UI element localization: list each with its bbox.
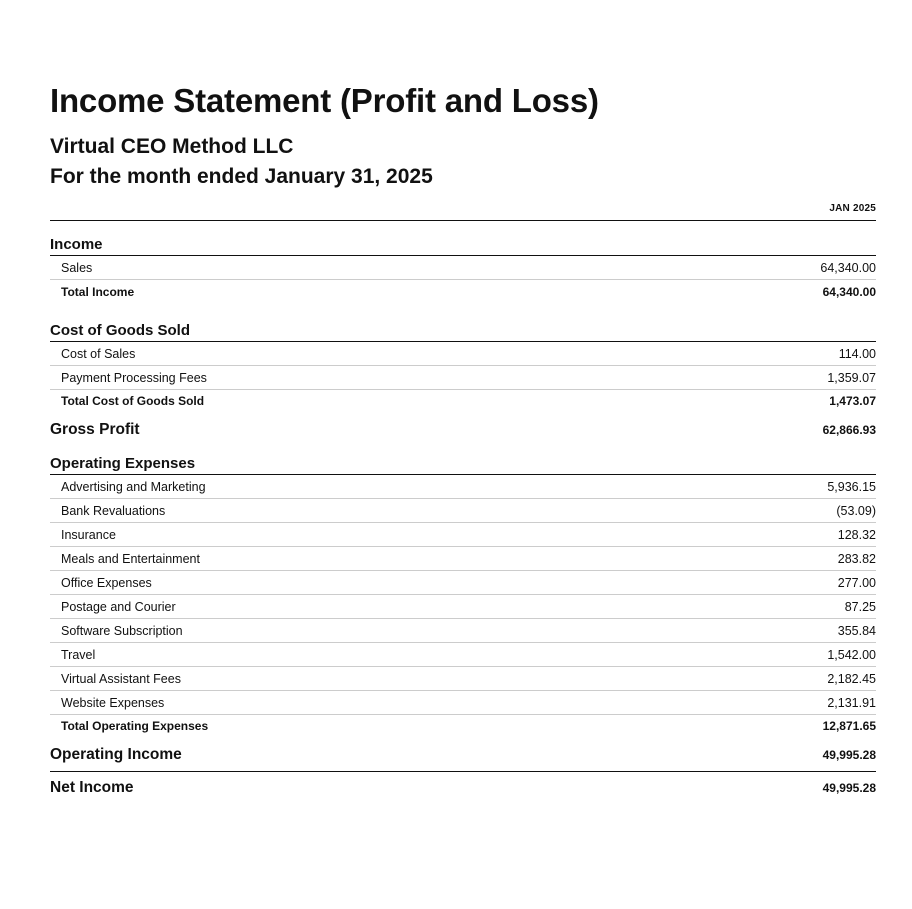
column-header-month: JAN 2025 [829, 203, 876, 214]
row-amount: 64,340.00 [820, 260, 876, 275]
row-label: Postage and Courier [61, 599, 176, 614]
net-income-amount: 49,995.28 [822, 781, 876, 795]
row-amount: 128.32 [837, 527, 876, 542]
gross-profit-amount: 62,866.93 [822, 423, 876, 437]
row-amount: 283.82 [837, 551, 876, 566]
row-label: Office Expenses [61, 575, 152, 590]
row-amount: (53.09) [836, 503, 876, 518]
table-row [50, 342, 876, 366]
net-income-label: Net Income [50, 779, 134, 796]
row-amount: 277.00 [837, 575, 876, 590]
row-label: Advertising and Marketing [61, 479, 206, 494]
row-label: Cost of Sales [61, 346, 136, 361]
row-amount: 1,542.00 [827, 647, 876, 662]
row-amount: 114.00 [838, 346, 876, 361]
net-income-row [50, 772, 876, 804]
row-label: Meals and Entertainment [61, 551, 200, 566]
table-row [50, 667, 876, 691]
table-row [50, 499, 876, 523]
operating-income-amount: 49,995.28 [822, 748, 876, 762]
table-row [50, 643, 876, 667]
income-statement-report [50, 80, 876, 804]
operating-income-label: Operating Income [50, 746, 182, 763]
total-cogs-row [50, 390, 876, 412]
row-label: Sales [61, 260, 93, 275]
table-row [50, 547, 876, 571]
table-row [50, 571, 876, 595]
table-row [50, 619, 876, 643]
section-title-opex: Operating Expenses [50, 454, 876, 475]
section-title-cogs: Cost of Goods Sold [50, 321, 876, 342]
total-label: Total Cost of Goods Sold [61, 394, 205, 408]
row-amount: 1,359.07 [827, 370, 876, 385]
row-label: Bank Revaluations [61, 503, 166, 518]
operating-income-row [50, 739, 876, 772]
table-row [50, 256, 876, 280]
total-label: Total Income [61, 284, 135, 299]
table-row [50, 595, 876, 619]
row-amount: 355.84 [837, 623, 876, 638]
row-amount: 2,182.45 [827, 671, 876, 686]
section-title-income: Income [50, 235, 876, 256]
row-label: Website Expenses [61, 695, 165, 710]
total-amount: 64,340.00 [822, 284, 876, 299]
row-amount: 2,131.91 [827, 695, 876, 710]
company-name: Virtual CEO Method LLC [50, 135, 294, 158]
total-amount: 1,473.07 [829, 394, 876, 408]
row-label: Insurance [61, 527, 116, 542]
row-label: Software Subscription [61, 623, 183, 638]
total-income-row [50, 280, 876, 303]
table-row [50, 691, 876, 715]
report-period: For the month ended January 31, 2025 [50, 165, 433, 188]
total-label: Total Operating Expenses [61, 719, 209, 733]
gross-profit-label: Gross Profit [50, 421, 140, 438]
total-opex-row [50, 715, 876, 737]
row-label: Payment Processing Fees [61, 370, 207, 385]
table-row [50, 523, 876, 547]
row-amount: 5,936.15 [827, 479, 876, 494]
total-amount: 12,871.65 [822, 719, 876, 733]
table-row [50, 475, 876, 499]
table-row [50, 366, 876, 390]
gross-profit-row [50, 414, 876, 446]
column-header-row [50, 198, 876, 221]
row-label: Virtual Assistant Fees [61, 671, 181, 686]
row-amount: 87.25 [844, 599, 876, 614]
report-title: Income Statement (Profit and Loss) [50, 82, 599, 119]
row-label: Travel [61, 647, 96, 662]
